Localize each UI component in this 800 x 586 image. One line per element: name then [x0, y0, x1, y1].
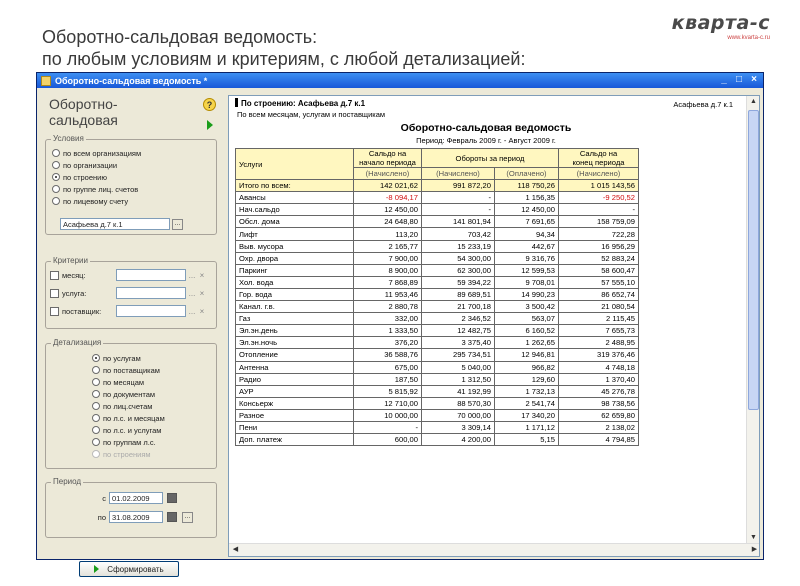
- table-row[interactable]: [236, 301, 639, 313]
- cell-paid: 94,34: [495, 228, 559, 240]
- report-scope: По всем месяцам, услугам и поставщикам: [237, 110, 386, 119]
- cell-end: -9 250,52: [559, 192, 639, 204]
- cell-charged: 5 040,00: [422, 361, 495, 373]
- cell-start: 2 880,78: [354, 301, 422, 313]
- detail-option[interactable]: [92, 388, 165, 400]
- cell-charged: 3 375,40: [422, 337, 495, 349]
- cell-charged: 141 801,94: [422, 216, 495, 228]
- cell-name: Охр. двора: [236, 252, 354, 264]
- cell-start: 7 900,00: [354, 252, 422, 264]
- condition-option-label: по строению: [63, 172, 107, 182]
- total-paid: 118 750,26: [495, 180, 559, 192]
- report-period: Период: Февраль 2009 г. - Август 2009 г.: [416, 136, 556, 145]
- cell-name: Эл.эн.день: [236, 325, 354, 337]
- table-row[interactable]: [236, 216, 639, 228]
- horizontal-scrollbar[interactable]: [229, 543, 760, 556]
- criteria-browse-button[interactable]: ...: [188, 270, 196, 280]
- slide-title-line1: Оборотно-сальдовая ведомость:: [42, 27, 318, 47]
- total-end: 1 015 143,56: [559, 180, 639, 192]
- col-services: Услуги: [236, 149, 354, 180]
- cell-start: 2 165,77: [354, 240, 422, 252]
- cell-paid: 5,15: [495, 434, 559, 446]
- total-name: Итого по всем:: [236, 180, 354, 192]
- cell-end: 57 555,10: [559, 276, 639, 288]
- cell-paid: 12 450,00: [495, 204, 559, 216]
- cell-paid: 9 316,76: [495, 252, 559, 264]
- radio-icon[interactable]: [92, 426, 100, 434]
- table-row[interactable]: [236, 361, 639, 373]
- cell-paid: 3 500,42: [495, 301, 559, 313]
- cell-name: Паркинг: [236, 264, 354, 276]
- condition-value-field[interactable]: Асафьева д.7 к.1: [60, 218, 170, 230]
- cell-end: 52 883,24: [559, 252, 639, 264]
- scroll-right-icon[interactable]: ▶: [751, 546, 758, 553]
- cell-name: Пени: [236, 421, 354, 433]
- detail-option[interactable]: [92, 412, 165, 424]
- cell-end: 58 600,47: [559, 264, 639, 276]
- cell-start: 8 900,00: [354, 264, 422, 276]
- criteria-row: [50, 269, 206, 281]
- cell-paid: 17 340,20: [495, 409, 559, 421]
- cell-paid: 1 156,35: [495, 192, 559, 204]
- criteria-row: [50, 305, 206, 317]
- detail-option: [92, 448, 165, 460]
- radio-icon[interactable]: [92, 450, 100, 458]
- cell-end: 45 276,78: [559, 385, 639, 397]
- cell-name: Отопление: [236, 349, 354, 361]
- generate-button-label: Сформировать: [107, 564, 164, 574]
- period-to-label: по: [97, 512, 106, 522]
- table-row[interactable]: [236, 337, 639, 349]
- cell-charged: 41 192,99: [422, 385, 495, 397]
- criteria-browse-button[interactable]: ...: [188, 306, 196, 316]
- cell-start: 12 450,00: [354, 204, 422, 216]
- cell-name: Газ: [236, 313, 354, 325]
- table-row[interactable]: [236, 313, 639, 325]
- table-row[interactable]: [236, 385, 639, 397]
- condition-option[interactable]: [52, 147, 141, 159]
- period-legend: Период: [53, 477, 82, 486]
- cell-charged: 89 689,51: [422, 288, 495, 300]
- logo-text: кварта-с: [671, 12, 770, 34]
- cell-charged: 1 312,50: [422, 373, 495, 385]
- cell-end: 2 115,45: [559, 313, 639, 325]
- criteria-checkbox[interactable]: [50, 289, 59, 298]
- sub-paid: (Оплачено): [495, 168, 559, 180]
- calendar-icon[interactable]: [167, 493, 177, 503]
- table-row[interactable]: [236, 409, 639, 421]
- brand-logo: [672, 12, 770, 41]
- scroll-down-icon[interactable]: ▼: [750, 534, 757, 541]
- cell-end: 16 956,29: [559, 240, 639, 252]
- condition-option[interactable]: [52, 171, 141, 183]
- cell-charged: 62 300,00: [422, 264, 495, 276]
- condition-option-label: по группе лиц. счетов: [63, 184, 139, 194]
- cell-name: Выв. мусора: [236, 240, 354, 252]
- cell-name: Нач.сальдо: [236, 204, 354, 216]
- detail-option-label: по услугам: [103, 353, 141, 363]
- scroll-left-icon[interactable]: ◀: [232, 546, 239, 553]
- criteria-checkbox[interactable]: [50, 271, 59, 280]
- criteria-row: [50, 287, 206, 299]
- detail-option[interactable]: [92, 376, 165, 388]
- cell-end: 7 655,73: [559, 325, 639, 337]
- detail-legend: Детализация: [53, 338, 102, 347]
- table-row[interactable]: [236, 373, 639, 385]
- criteria-field[interactable]: [116, 305, 186, 317]
- col-saldo-start: Сальдо на начало периода: [354, 149, 422, 168]
- cell-paid: 129,60: [495, 373, 559, 385]
- detail-option[interactable]: [92, 424, 165, 436]
- cell-start: 376,20: [354, 337, 422, 349]
- detail-option[interactable]: [92, 364, 165, 376]
- cell-start: 187,50: [354, 373, 422, 385]
- table-row[interactable]: [236, 240, 639, 252]
- window-title: Оборотно-сальдовая ведомость *: [55, 75, 208, 86]
- col-saldo-end: Сальдо на конец периода: [559, 149, 639, 168]
- cell-end: 158 759,09: [559, 216, 639, 228]
- detail-option[interactable]: [92, 436, 165, 448]
- radio-icon[interactable]: [52, 173, 60, 181]
- cell-paid: 14 990,23: [495, 288, 559, 300]
- criteria-field[interactable]: [116, 269, 186, 281]
- cell-name: Канал. г.в.: [236, 301, 354, 313]
- cell-name: Разное: [236, 409, 354, 421]
- condition-option-label: по лицевому счету: [63, 196, 129, 206]
- detail-option-label: по л.с. и услугам: [103, 425, 162, 435]
- condition-option[interactable]: [52, 195, 141, 207]
- run-arrow-icon[interactable]: [207, 120, 213, 130]
- cell-name: Антенна: [236, 361, 354, 373]
- report-view: [228, 95, 760, 557]
- cell-charged: 54 300,00: [422, 252, 495, 264]
- criteria-clear-icon[interactable]: ×: [199, 270, 205, 280]
- cell-paid: 966,82: [495, 361, 559, 373]
- criteria-label: месяц:: [62, 270, 86, 280]
- condition-browse-button[interactable]: ...: [172, 219, 183, 230]
- detail-option-label: по лиц.счетам: [103, 401, 153, 411]
- generate-button[interactable]: [79, 561, 179, 577]
- cell-end: 21 080,54: [559, 301, 639, 313]
- detail-option-label: по группам л.с.: [103, 437, 156, 447]
- cell-name: Эл.эн.ночь: [236, 337, 354, 349]
- radio-icon[interactable]: [92, 414, 100, 422]
- conditions-group: [45, 134, 217, 235]
- cell-name: АУР: [236, 385, 354, 397]
- window-titlebar: [37, 73, 763, 88]
- radio-icon[interactable]: [52, 149, 60, 157]
- table-row[interactable]: [236, 434, 639, 446]
- detail-option[interactable]: [92, 352, 165, 364]
- table-row[interactable]: [236, 228, 639, 240]
- period-group: [45, 477, 217, 538]
- total-charged: 991 872,20: [422, 180, 495, 192]
- radio-icon[interactable]: [92, 354, 100, 362]
- criteria-clear-icon[interactable]: ×: [199, 288, 205, 298]
- condition-option-label: по всем организациям: [63, 148, 142, 158]
- criteria-field[interactable]: [116, 287, 186, 299]
- table-row[interactable]: [236, 288, 639, 300]
- minimize-button[interactable]: _: [721, 74, 727, 85]
- cell-end: 1 370,40: [559, 373, 639, 385]
- cell-end: 4 794,85: [559, 434, 639, 446]
- cell-end: 2 138,02: [559, 421, 639, 433]
- period-from-field[interactable]: 01.02.2009: [109, 492, 163, 504]
- slide-title: [42, 26, 525, 70]
- calendar-icon[interactable]: [167, 512, 177, 522]
- total-start: 142 021,62: [354, 180, 422, 192]
- cell-paid: 1 262,65: [495, 337, 559, 349]
- criteria-group: [45, 256, 217, 329]
- cell-start: -8 094,17: [354, 192, 422, 204]
- criteria-checkbox[interactable]: [50, 307, 59, 316]
- cell-name: Хол. вода: [236, 276, 354, 288]
- cell-name: Гор. вода: [236, 288, 354, 300]
- radio-icon[interactable]: [92, 402, 100, 410]
- cell-name: Доп. платеж: [236, 434, 354, 446]
- report-table: [235, 148, 639, 446]
- scroll-up-icon[interactable]: ▲: [750, 98, 757, 105]
- cell-charged: -: [422, 204, 495, 216]
- cell-name: Авансы: [236, 192, 354, 204]
- detail-option[interactable]: [92, 400, 165, 412]
- cell-charged: 4 200,00: [422, 434, 495, 446]
- report-building: По строению: Асафьева д.7 к.1: [241, 99, 366, 108]
- cell-paid: 563,07: [495, 313, 559, 325]
- cell-paid: 12 599,53: [495, 264, 559, 276]
- cell-paid: 2 541,74: [495, 397, 559, 409]
- cell-charged: 21 700,18: [422, 301, 495, 313]
- cell-end: 86 652,74: [559, 288, 639, 300]
- cell-charged: 59 394,22: [422, 276, 495, 288]
- criteria-legend: Критерии: [53, 256, 88, 265]
- cell-end: 62 659,80: [559, 409, 639, 421]
- criteria-label: услуга:: [62, 288, 87, 298]
- document-icon: [41, 76, 51, 86]
- cell-name: Лифт: [236, 228, 354, 240]
- table-row[interactable]: [236, 325, 639, 337]
- cell-start: 12 710,00: [354, 397, 422, 409]
- condition-option-label: по организации: [63, 160, 118, 170]
- panel-title-line1: Оборотно-: [49, 96, 118, 112]
- cell-start: 600,00: [354, 434, 422, 446]
- cell-start: 113,20: [354, 228, 422, 240]
- vertical-scrollbar[interactable]: [746, 96, 759, 544]
- criteria-clear-icon[interactable]: ×: [199, 306, 205, 316]
- report-building-right: Асафьева д.7 к.1: [673, 100, 733, 109]
- detail-option-label: по месяцам: [103, 377, 145, 387]
- cell-end: 722,28: [559, 228, 639, 240]
- condition-option[interactable]: [52, 159, 141, 171]
- report-building-header: [235, 98, 365, 108]
- slide-title-line2: по любым условиям и критериям, с любой детализацией:: [42, 49, 526, 69]
- sub-charged: (Начислено): [422, 168, 495, 180]
- app-window: [36, 72, 764, 574]
- cell-start: 24 648,80: [354, 216, 422, 228]
- cell-start: 332,00: [354, 313, 422, 325]
- cell-start: 7 868,89: [354, 276, 422, 288]
- detail-option-label: по документам: [103, 389, 156, 399]
- cell-end: 319 376,46: [559, 349, 639, 361]
- report-title: Оборотно-сальдовая ведомость: [400, 122, 572, 134]
- table-row[interactable]: [236, 192, 639, 204]
- cell-start: 1 333,50: [354, 325, 422, 337]
- scroll-thumb[interactable]: [748, 110, 759, 410]
- period-from-label: с: [102, 493, 106, 503]
- table-row[interactable]: [236, 397, 639, 409]
- period-to-field[interactable]: 31.08.2009: [109, 511, 163, 523]
- table-row[interactable]: [236, 204, 639, 216]
- cell-paid: 1 732,13: [495, 385, 559, 397]
- panel-title: [49, 96, 118, 128]
- cell-start: 10 000,00: [354, 409, 422, 421]
- cell-charged: 2 346,52: [422, 313, 495, 325]
- cell-start: 36 588,76: [354, 349, 422, 361]
- cell-charged: 295 734,51: [422, 349, 495, 361]
- criteria-browse-button[interactable]: ...: [188, 288, 196, 298]
- total-row[interactable]: [236, 180, 639, 192]
- conditions-legend: Условия: [53, 134, 84, 143]
- cell-paid: 9 708,01: [495, 276, 559, 288]
- cell-charged: 70 000,00: [422, 409, 495, 421]
- cell-charged: 12 482,75: [422, 325, 495, 337]
- cell-charged: 88 570,30: [422, 397, 495, 409]
- cell-name: Консьерж: [236, 397, 354, 409]
- cell-end: -: [559, 204, 639, 216]
- detail-group: [45, 338, 217, 469]
- radio-icon[interactable]: [92, 390, 100, 398]
- cell-paid: 12 946,81: [495, 349, 559, 361]
- close-button[interactable]: ×: [751, 74, 757, 85]
- detail-option-label: по поставщикам: [103, 365, 160, 375]
- radio-icon[interactable]: [52, 197, 60, 205]
- cell-paid: 7 691,65: [495, 216, 559, 228]
- radio-icon[interactable]: [52, 185, 60, 193]
- col-turnover: Обороты за период: [422, 149, 559, 168]
- sub-charged-start: (Начислено): [354, 168, 422, 180]
- radio-icon[interactable]: [92, 378, 100, 386]
- condition-option[interactable]: [52, 183, 141, 195]
- cell-charged: -: [422, 192, 495, 204]
- cell-end: 2 488,95: [559, 337, 639, 349]
- radio-icon[interactable]: [92, 366, 100, 374]
- cell-paid: 1 171,12: [495, 421, 559, 433]
- radio-icon[interactable]: [52, 161, 60, 169]
- panel-title-line2: сальдовая: [49, 112, 118, 128]
- period-browse-button[interactable]: ...: [182, 512, 193, 523]
- table-row[interactable]: [236, 264, 639, 276]
- table-row[interactable]: [236, 421, 639, 433]
- criteria-label: поставщик:: [62, 306, 102, 316]
- cell-end: 98 738,56: [559, 397, 639, 409]
- cell-name: Обсл. дома: [236, 216, 354, 228]
- play-icon: [94, 565, 99, 573]
- maximize-button[interactable]: □: [735, 74, 743, 85]
- cell-start: 11 953,46: [354, 288, 422, 300]
- table-row[interactable]: [236, 349, 639, 361]
- cell-start: 675,00: [354, 361, 422, 373]
- settings-panel: [41, 93, 219, 574]
- table-row[interactable]: [236, 276, 639, 288]
- help-icon[interactable]: ?: [203, 98, 216, 111]
- logo-subtext: www.kvarta-c.ru: [727, 35, 770, 41]
- cell-end: 4 748,18: [559, 361, 639, 373]
- cell-charged: 15 233,19: [422, 240, 495, 252]
- detail-option-label: по строениям: [103, 449, 151, 459]
- cell-paid: 6 160,52: [495, 325, 559, 337]
- cell-name: Радио: [236, 373, 354, 385]
- table-row[interactable]: [236, 252, 639, 264]
- radio-icon[interactable]: [92, 438, 100, 446]
- cell-paid: 442,67: [495, 240, 559, 252]
- cell-start: -: [354, 421, 422, 433]
- cell-start: 5 815,92: [354, 385, 422, 397]
- detail-option-label: по л.с. и месяцам: [103, 413, 165, 423]
- cell-charged: 703,42: [422, 228, 495, 240]
- sub-charged-end: (Начислено): [559, 168, 639, 180]
- cell-charged: 3 309,14: [422, 421, 495, 433]
